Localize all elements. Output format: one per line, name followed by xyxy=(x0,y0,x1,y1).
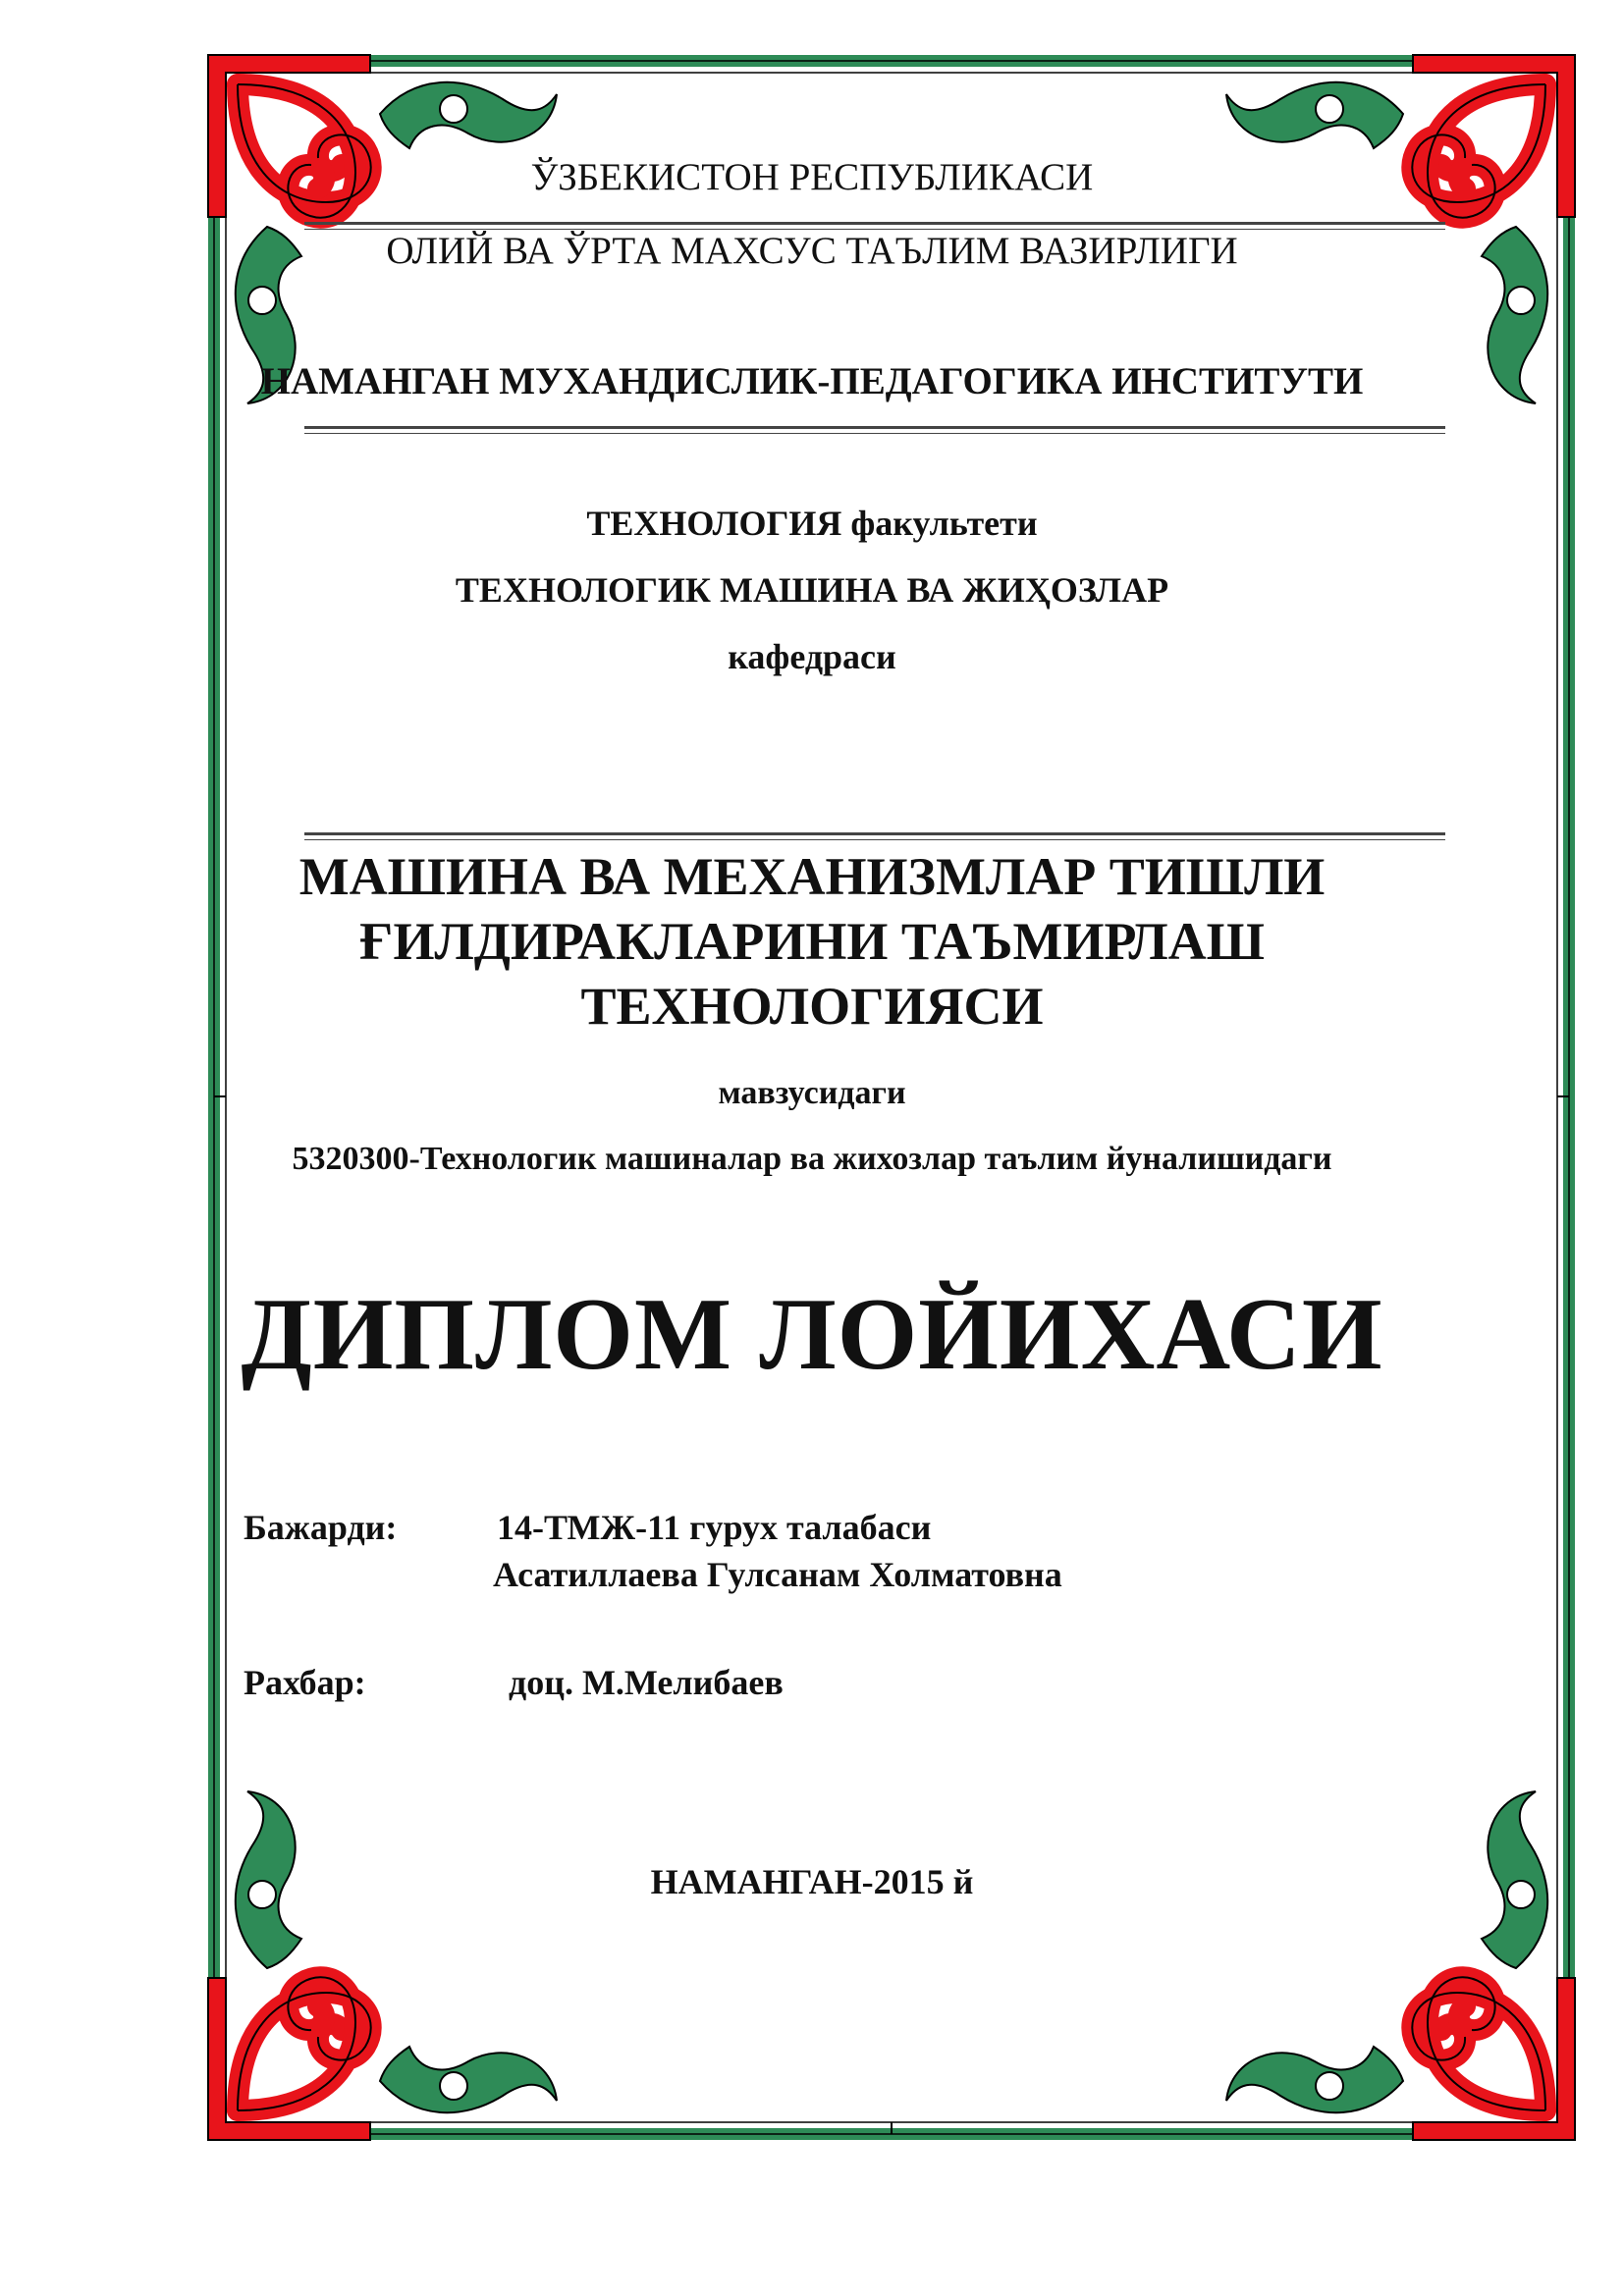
topic-divider xyxy=(304,832,1445,840)
author-label: Бажарди: xyxy=(244,1508,398,1547)
document-type: ДИПЛОМ ЛОЙИХАСИ xyxy=(241,1276,1383,1391)
thesis-title-line-3: ТЕХНОЛОГИЯСИ xyxy=(580,977,1044,1036)
topic-suffix: мавзусидаги xyxy=(718,1075,906,1111)
department-label: кафедраси xyxy=(728,637,896,676)
institute-name: НАМАНГАН МУХАНДИСЛИК-ПЕДАГОГИКА ИНСТИТУТИ xyxy=(260,360,1364,402)
supervisor-name: доц. М.Мелибаев xyxy=(509,1663,784,1702)
country-name: ЎЗБЕКИСТОН РЕСПУБЛИКАСИ xyxy=(530,156,1094,198)
author-group: 14-ТМЖ-11 гурух талабаси xyxy=(497,1508,932,1547)
faculty-name: ТЕХНОЛОГИЯ факультети xyxy=(586,504,1038,543)
place-and-year: НАМАНГАН-2015 й xyxy=(650,1862,974,1901)
thesis-title-line-2: ҒИЛДИРАКЛАРИНИ ТАЪМИРЛАШ xyxy=(359,912,1265,971)
specialty-line: 5320300-Технологик машиналар ва жихозлар таълим йуналишидаги xyxy=(292,1141,1332,1177)
ministry-name: ОЛИЙ ВА ЎРТА МАХСУС ТАЪЛИМ ВАЗИРЛИГИ xyxy=(386,230,1238,272)
corner-ornament-bottom-left xyxy=(208,1791,557,2140)
corner-ornament-bottom-right xyxy=(1226,1791,1575,2140)
author-name: Асатиллаева Гулсанам Холматовна xyxy=(493,1555,1062,1594)
thesis-title-line-1: МАШИНА ВА МЕХАНИЗМЛАР ТИШЛИ xyxy=(298,847,1326,906)
thesis-title xyxy=(0,844,1624,1039)
institute-divider xyxy=(304,426,1445,434)
department-name: ТЕХНОЛОГИК МАШИНА ВА ЖИҲОЗЛАР xyxy=(455,570,1169,610)
supervisor-label: Рахбар: xyxy=(244,1663,366,1702)
